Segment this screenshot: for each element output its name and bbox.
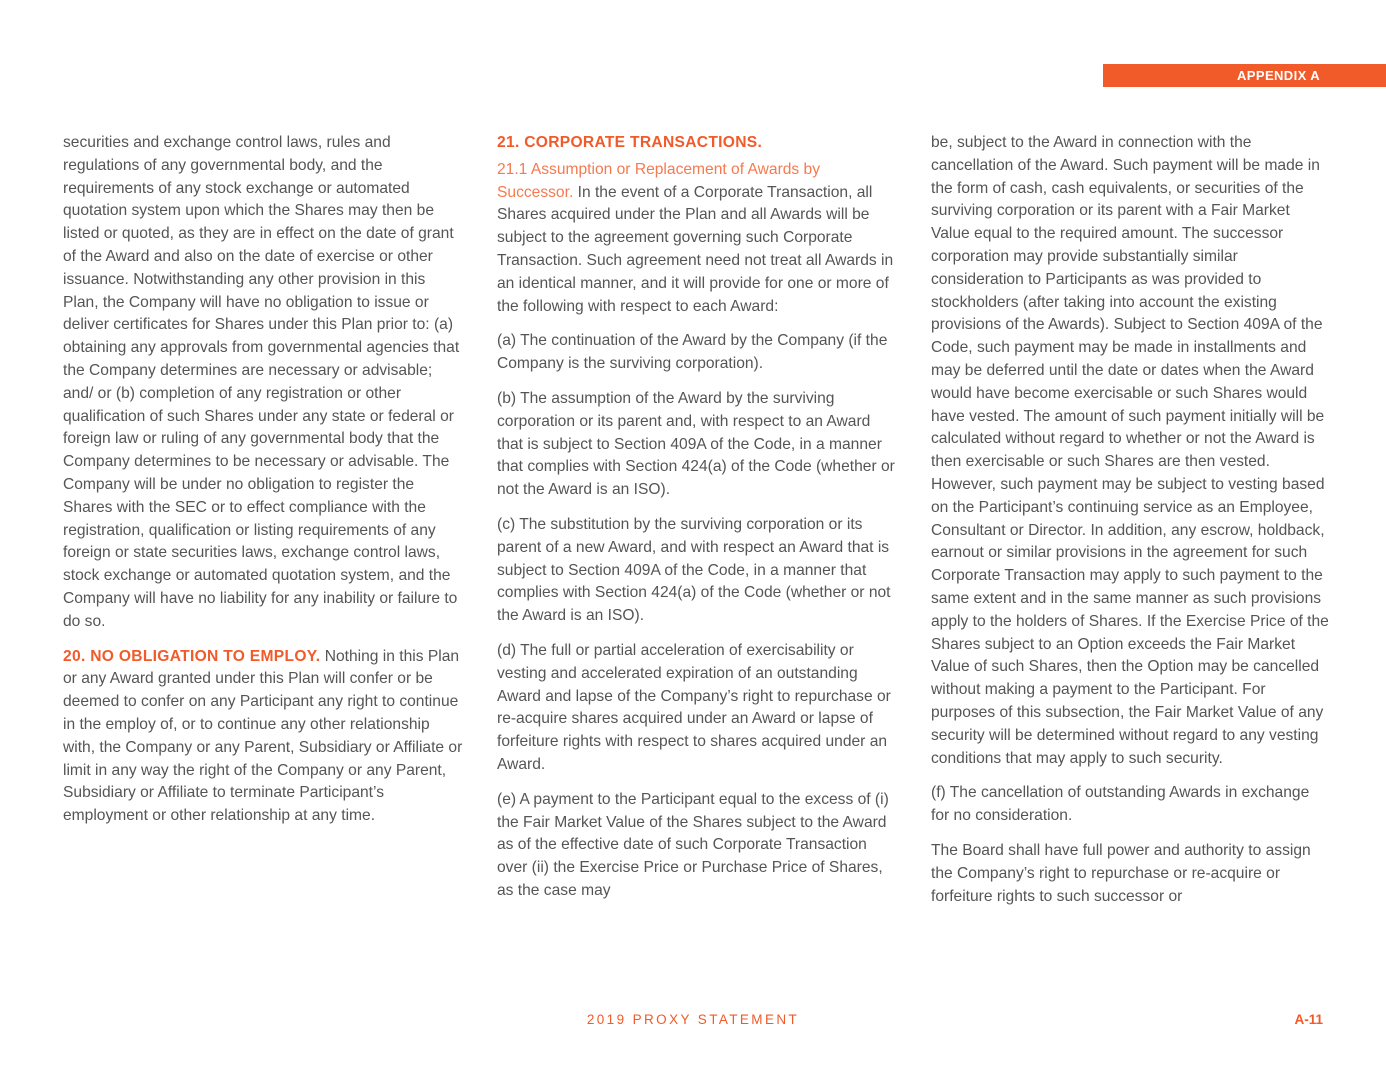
section-20 [63,646,463,828]
clause-a: (a) The continuation of the Award by the Company (if the Company is the surviving corporation). [497,332,888,373]
column-right [931,132,1331,920]
paragraph-board-authority: The Board shall have full power and authority to assign the Company’s right to repurchase or re-acquire or forfeiture rights to such successor or [931,841,1311,905]
section-21-1-heading: 21.1 Assumption or Replacement of Awards by Successor. [497,160,821,201]
section-21-1 [497,159,897,319]
clause-f: (f) The cancellation of outstanding Awards in exchange for no consideration. [931,784,1310,825]
clause-b: (b) The assumption of the Award by the surviving corporation or its parent and, with respect to an Award that is subject to Section 409A of the Code, in a manner that complies with Section 424(a) of the Code (whether or not the Award is an ISO). [497,389,895,499]
section-21-heading: 21. CORPORATE TRANSACTIONS. [497,134,763,151]
column-left [63,132,463,840]
section-21-1-body: In the event of a Corporate Transaction, all Shares acquired under the Plan and all Awards will be subject to the agreement governing such Corporate Transaction. Such agreement need not treat all Awards in an identical manner, and it will provide for one or more of the following with respect to each Award: [497,183,894,315]
section-20-body: Nothing in this Plan or any Award granted under this Plan will confer or be deemed to confer on any Participant any right to continue in the employ of, or to continue any other relationship with, the Company or any Parent, Subsidiary or Affiliate or limit in any way the right of the Company or any Parent, Subsidiary or Affiliate to terminate Participant’s employment or other relationship at any time. [63,647,463,825]
appendix-label-text: APPENDIX A [1237,68,1320,83]
clause-e: (e) A payment to the Participant equal to the excess of (i) the Fair Market Value of the Shares subject to the Award as of the effective date of such Corporate Transaction over (ii) the Exercise Price or Purchase Price of Shares, as the case may [497,790,889,899]
section-20-heading: 20. NO OBLIGATION TO EMPLOY. [63,647,321,665]
clause-e-continued: be, subject to the Award in connection with the cancellation of the Award. Such payment will be made in the form of cash, cash equivalents, or securities of the surviving corporation or its parent with a Fair Market Value equal to the required amount. The successor corporation may provide substantially similar consideration to Participants as was provided to stockholders (after taking into account the existing provisions of the Awards). Subject to Section 409A of the Code, such payment may be made in installments and may be deferred until the date or dates when the Award would have become exercisable or such Shares would have vested. The amount of such payment initially will be calculated without regard to whether or not the Award is then exercisable or such Shares are then vested. However, such payment may be subject to vesting based on the Participant’s continuing service as an Employee, Consultant or Director. In addition, any escrow, holdback, earnout or similar provisions in the agreement for such Corporate Transaction may apply to such payment to the same extent and in the same manner as such provisions apply to the holders of Shares. If the Exercise Price of the Shares subject to an Option exceeds the Fair Market Value of such Shares, then the Option may be cancelled without making a payment to the Participant. For purposes of this subsection, the Fair Market Value of any security will be determined without regard to any vesting conditions that may apply to such security. [931,134,1329,767]
page-number: A-11 [1294,1012,1323,1027]
footer-title: 2019 PROXY STATEMENT [586,1012,800,1027]
clause-c: (c) The substitution by the surviving corporation or its parent of a new Award, and with respect an Award that is subject to Section 409A of the Code, in a manner that complies with Section 424(a) of the Code (whether or not the Award is an ISO). [497,515,891,625]
appendix-label [1103,64,1386,87]
paragraph-securities-compliance: securities and exchange control laws, rules and regulations of any governmental body, and the requirements of any stock exchange or automated quotation system upon which the Shares may then be listed or quoted, as they are in effect on the date of grant of the Award and also on the date of exercise or other issuance. Notwithstanding any other provision in this Plan, the Company will have no obligation to issue or deliver certificates for Shares under this Plan prior to: (a) obtaining any approvals from governmental agencies that the Company determines are necessary or advisable; and/ or (b) completion of any registration or other qualification of such Shares under any state or federal or foreign law or ruling of any governmental body that the Company determines to be necessary or advisable. The Company will be under no obligation to register the Shares with the SEC or to effect compliance with the registration, qualification or listing requirements of any foreign or state securities laws, exchange control laws, stock exchange or automated quotation system, and the Company will have no liability for any inability or failure to do so. [63,134,460,630]
column-middle [497,132,897,915]
clause-d: (d) The full or partial acceleration of exercisability or vesting and accelerated expiration of an outstanding Award and lapse of the Company’s right to repurchase or re-acquire shares acquired under an Award or lapse of forfeiture rights with respect to shares acquired under an Award. [497,641,891,773]
